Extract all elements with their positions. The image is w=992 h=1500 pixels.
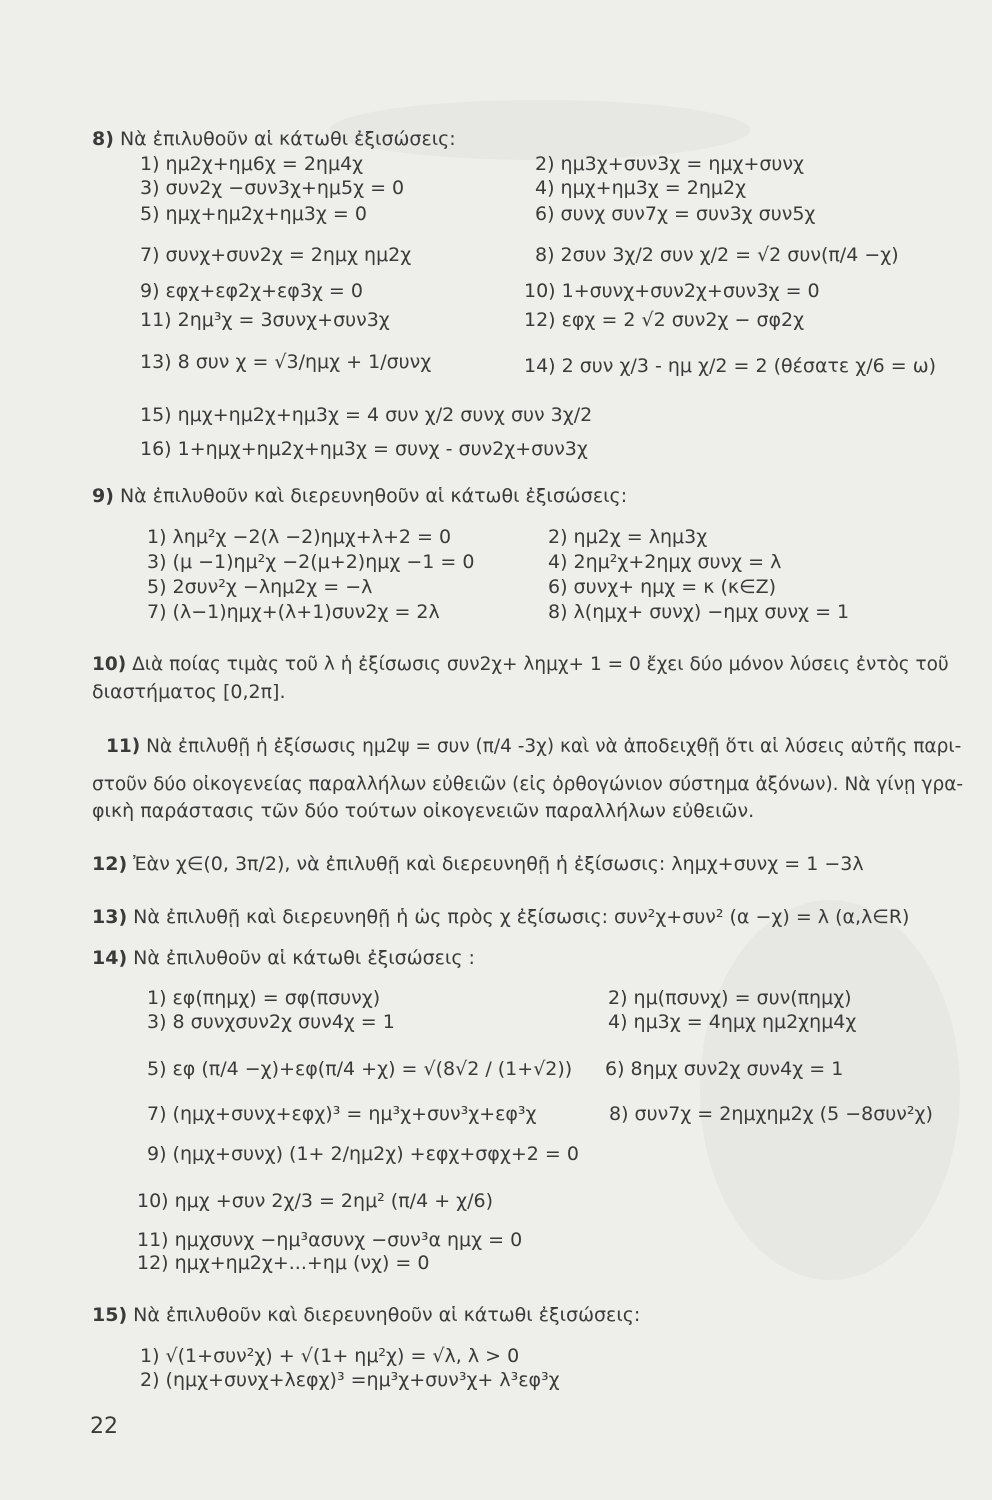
exercise-number: 15)	[92, 1304, 128, 1326]
exercise-number: 13)	[92, 906, 128, 928]
exercise-number: 12)	[92, 853, 128, 875]
exercise-10-line-2: διαστήματος [0,2π].	[92, 681, 286, 703]
equation: 2) (ημχ+συνχ+λεφχ)³ =ημ³χ+συν³χ+ λ³εφ³χ	[140, 1369, 560, 1391]
equation: 8) λ(ημχ+ συνχ) −ημχ συνχ = 1	[548, 601, 850, 623]
exercise-text: Ἐὰν χ∈(0, 3π/2), νὰ ἐπιλυθῇ καὶ διερευνηθῇ ἡ ἐξίσωσις: λημχ+συνχ = 1 −3λ	[133, 853, 864, 875]
equation: 10) ημχ +συν 2χ/3 = 2ημ² (π/4 + χ/6)	[137, 1190, 494, 1212]
exercise-11-line-2: στοῦν δύο οἰκογενείας παραλλήλων εὐθειῶν (εἰς ὀρθογώνιον σύστημα ἀξόνων). Νὰ γίνῃ γρα-	[92, 774, 964, 795]
equation: 12) ημχ+ημ2χ+...+ημ (νχ) = 0	[137, 1252, 430, 1274]
equation: 13) 8 συν χ = √3/ημχ + 1/συνχ	[140, 351, 432, 373]
equation: 7) (λ−1)ημχ+(λ+1)συν2χ = 2λ	[147, 601, 440, 623]
equation: 6) συνχ συν7χ = συν3χ συν5χ	[535, 203, 816, 225]
equation: 1) ημ2χ+ημ6χ = 2ημ4χ	[140, 153, 364, 175]
equation: 7) συνχ+συν2χ = 2ημχ ημ2χ	[140, 244, 412, 266]
exercise-14-heading	[92, 947, 475, 969]
equation: 6) συνχ+ ημχ = κ (κ∈Z)	[548, 576, 777, 598]
exercise-13	[92, 906, 909, 928]
equation: 4) 2ημ²χ+2ημχ συνχ = λ	[548, 551, 782, 573]
equation: 12) εφχ = 2 √2 συν2χ − σφ2χ	[524, 309, 805, 331]
equation: 1) √(1+συν²χ) + √(1+ ημ²χ) = √λ, λ > 0	[140, 1345, 520, 1367]
equation: 8) συν7χ = 2ημχημ2χ (5 −8συν²χ)	[609, 1103, 933, 1125]
exercise-11-line-1	[106, 736, 961, 758]
equation: 15) ημχ+ημ2χ+ημ3χ = 4 συν χ/2 συνχ συν 3χ/2	[140, 404, 593, 426]
equation: 8) 2συν 3χ/2 συν χ/2 = √2 συν(π/4 −χ)	[535, 244, 899, 266]
equation: 3) 8 συνχσυν2χ συν4χ = 1	[147, 1011, 395, 1033]
equation: 6) 8ημχ συν2χ συν4χ = 1	[605, 1058, 844, 1080]
equation: 5) ημχ+ημ2χ+ημ3χ = 0	[140, 203, 367, 225]
exercise-8-heading	[92, 128, 456, 150]
equation: 11) 2ημ³χ = 3συνχ+συν3χ	[140, 309, 390, 331]
equation: 1) εφ(πημχ) = σφ(πσυνχ)	[147, 987, 381, 1009]
equation: 16) 1+ημχ+ημ2χ+ημ3χ = συνχ - συν2χ+συν3χ	[140, 438, 588, 460]
exercise-number: 8)	[92, 128, 114, 150]
equation: 2) ημ3χ+συν3χ = ημχ+συνχ	[535, 153, 805, 175]
equation: 9) εφχ+εφ2χ+εφ3χ = 0	[140, 280, 363, 302]
exercise-number: 14)	[92, 947, 128, 969]
equation: 14) 2 συν χ/3 - ημ χ/2 = 2 (θέσατε χ/6 = ω)	[524, 355, 937, 377]
exercise-number: 11)	[106, 736, 141, 757]
exercise-instruction: Νὰ ἐπιλυθοῦν αἱ κάτωθι ἐξισώσεις:	[119, 128, 456, 150]
equation: 7) (ημχ+συνχ+εφχ)³ = ημ³χ+συν³χ+εφ³χ	[147, 1103, 537, 1125]
exercise-text: Νὰ ἐπιλυθῇ καὶ διερευνηθῇ ἡ ὡς πρὸς χ ἐξίσωσις: συν²χ+συν² (α −χ) = λ (α,λ∈R)	[133, 906, 910, 928]
equation: 2) ημ2χ = λημ3χ	[548, 526, 708, 548]
exercise-12	[92, 853, 864, 875]
bleed-through-shadow	[700, 900, 960, 1280]
equation: 1) λημ²χ −2(λ −2)ημχ+λ+2 = 0	[147, 526, 452, 548]
equation: 5) εφ (π/4 −χ)+εφ(π/4 +χ) = √(8√2 / (1+√2))	[147, 1058, 573, 1080]
exercise-11-line-3: φικὴ παράστασις τῶν δύο τούτων οἰκογενειῶν παραλλήλων εὐθειῶν.	[92, 800, 755, 822]
exercise-text: Νὰ ἐπιλυθῇ ἡ ἐξίσωσις ημ2ψ = συν (π/4 -3χ) καὶ νὰ ἀποδειχθῇ ὅτι αἱ λύσεις αὐτῆς παρι-	[146, 736, 962, 757]
equation: 5) 2συν²χ −λημ2χ = −λ	[147, 576, 373, 598]
exercise-instruction: Νὰ ἐπιλυθοῦν αἱ κάτωθι ἐξισώσεις :	[133, 947, 475, 969]
equation: 3) (μ −1)ημ²χ −2(μ+2)ημχ −1 = 0	[147, 551, 475, 573]
exercise-number: 10)	[92, 654, 127, 675]
exercise-15-heading	[92, 1304, 640, 1326]
equation: 2) ημ(πσυνχ) = συν(πημχ)	[608, 987, 852, 1009]
exercise-instruction: Νὰ ἐπιλυθοῦν καὶ διερευνηθοῦν αἱ κάτωθι ἐξισώσεις:	[119, 485, 628, 507]
equation: 10) 1+συνχ+συν2χ+συν3χ = 0	[524, 280, 820, 302]
exercise-10-line-1	[92, 654, 949, 676]
page-number: 22	[90, 1414, 118, 1439]
equation: 4) ημ3χ = 4ημχ ημ2χημ4χ	[608, 1011, 857, 1033]
exercise-number: 9)	[92, 485, 114, 507]
exercise-text: Διὰ ποίας τιμὰς τοῦ λ ἡ ἐξίσωσις συν2χ+ λημχ+ 1 = 0 ἔχει δύο μόνον λύσεις ἐντὸς τοῦ	[132, 654, 949, 675]
equation: 4) ημχ+ημ3χ = 2ημ2χ	[535, 177, 747, 199]
exercise-9-heading	[92, 485, 627, 507]
equation: 9) (ημχ+συνχ) (1+ 2/ημ2χ) +εφχ+σφχ+2 = 0	[147, 1143, 579, 1165]
exercise-instruction: Νὰ ἐπιλυθοῦν καὶ διερευνηθοῦν αἱ κάτωθι ἐξισώσεις:	[133, 1304, 641, 1326]
equation: 11) ημχσυνχ −ημ³ασυνχ −συν³α ημχ = 0	[137, 1229, 523, 1251]
equation: 3) συν2χ −συν3χ+ημ5χ = 0	[140, 177, 405, 199]
